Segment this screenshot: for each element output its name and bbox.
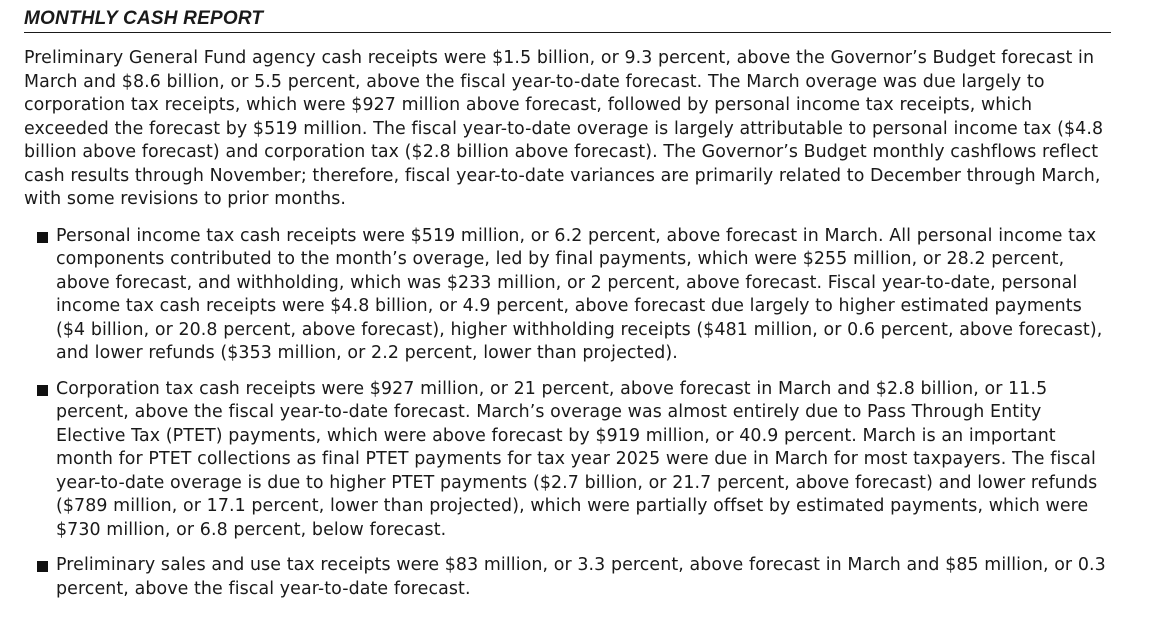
intro-paragraph: Preliminary General Fund agency cash receipts were $1.5 billion, or 9.3 percent, above the Governor’s Budget forecast in March and $8.6 billion, or 5.5 percent, above the fiscal year-to-date forecast. The March overage was due largely to corporation tax receipts, which were $927 million above forecast, followed by personal income tax receipts, which exceeded the forecast by $519 million. The fiscal year-to-date overage is largely attributable to personal income tax ($4.8 billion above forecast) and corporation tax ($2.8 billion above forecast). The Governor’s Budget monthly cashflows reflect cash results through November; therefore, fiscal year-to-date variances are primarily related to December through March, with some revisions to prior months. [24,48,1104,209]
bullet-text: Personal income tax cash receipts were $519 million, or 6.2 percent, above forecast in March. All personal income tax components contributed to the month’s overage, led by final payments, which were $255 million, or 28.2 percent, above forecast, and withholding, which was $233 million, or 2 percent, above forecast. Fiscal year-to-date, personal income tax cash receipts were $4.8 billion, or 4.9 percent, above forecast due largely to higher estimated payments ($4 billion, or 20.8 percent, above forecast), higher withholding receipts ($481 million, or 0.6 percent, above forecast), and lower refunds ($353 million, or 2.2 percent, lower than projected). [56,225,1103,363]
square-bullet-icon [37,385,48,396]
bullet-item-sales-tax [24,554,1114,601]
bullet-list [24,225,1114,602]
bullet-text: Preliminary sales and use tax receipts were $83 million, or 3.3 percent, above forecast in March and $85 million, or 0.3 percent, above the fiscal year-to-date forecast. [56,555,1106,599]
square-bullet-icon [37,561,48,572]
monthly-cash-report [24,8,1114,613]
bullet-item-personal-income-tax [24,225,1114,366]
bullet-item-corporation-tax [24,378,1114,543]
report-title: MONTHLY CASH REPORT [24,8,1111,33]
bullet-text: Corporation tax cash receipts were $927 million, or 21 percent, above forecast in March and $2.8 billion, or 11.5 percent, above the fiscal year-to-date forecast. March’s overage was almost entirely due to Pass Through Entity Elective Tax (PTET) payments, which were above forecast by $919 million, or 40.9 percent. March is an important month for PTET collections as final PTET payments for tax year 2025 were due in March for most taxpayers. The fiscal year-to-date overage is due to higher PTET payments ($2.7 billion, or 21.7 percent, above forecast) and lower refunds ($789 million, or 17.1 percent, lower than projected), which were partially offset by estimated payments, which were $730 million, or 6.8 percent, below forecast. [56,378,1098,540]
square-bullet-icon [37,232,48,243]
